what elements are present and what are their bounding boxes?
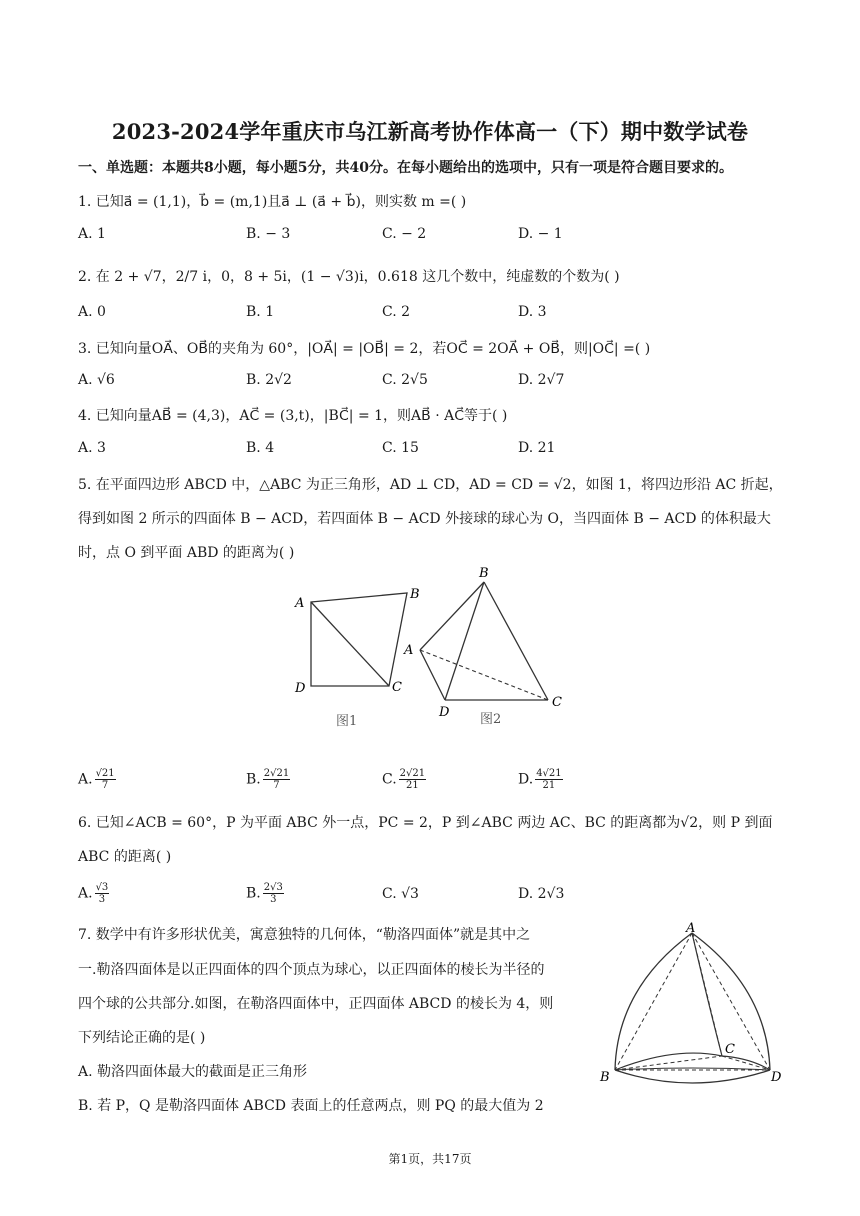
figure-1-quadrilateral bbox=[294, 587, 420, 729]
figure-1-caption: 图1 bbox=[336, 714, 358, 729]
figure-2-tetrahedron bbox=[403, 566, 562, 727]
figure-3-label-a: A bbox=[686, 921, 696, 936]
question-3-stem: 3. 已知向量OA⃗、OB⃗的夹角为 60°，|OA⃗| = |OB⃗| = 2，若OC⃗ = 2OA⃗ + OB⃗，则|OC⃗| =( ) bbox=[78, 341, 651, 357]
figure-3-label-c: C bbox=[725, 1042, 735, 1057]
figure-1-label-c: C bbox=[392, 680, 402, 695]
figure-2-label-d: D bbox=[439, 705, 450, 720]
question-5-option-d: D. $\frac{4√21}{21}$ bbox=[518, 768, 562, 791]
question-6-stem-line-2: ABC 的距离( ) bbox=[78, 849, 172, 865]
question-2-option-c: C. 2 bbox=[382, 304, 411, 320]
question-5-option-c: C. $\frac{2√21}{21}$ bbox=[382, 768, 426, 791]
question-1-option-d: D. − 1 bbox=[518, 226, 563, 242]
question-2-option-d: D. 3 bbox=[518, 304, 547, 320]
figure-2-label-b: B bbox=[479, 566, 489, 581]
question-4-option-d: D. 21 bbox=[518, 440, 556, 456]
question-1-option-a: A. 1 bbox=[78, 226, 106, 242]
figure-3-label-b: B bbox=[600, 1070, 610, 1085]
question-4-stem: 4. 已知向量AB⃗ = (4,3)，AC⃗ = (3,t)，|BC⃗| = 1，则AB⃗ · AC⃗等于( ) bbox=[78, 408, 508, 424]
question-7-option-b: B. 若 P，Q 是勒洛四面体 ABCD 表面上的任意两点，则 PQ 的最大值为 2 bbox=[78, 1098, 544, 1114]
question-2-option-b: B. 1 bbox=[246, 304, 275, 320]
question-1-stem: 1. 已知a⃗ = (1,1)，b⃗ = (m,1)且a⃗ ⊥ (a⃗ + b⃗)，则实数 m =( ) bbox=[78, 194, 467, 210]
figure-1-label-d: D bbox=[295, 681, 306, 696]
question-5-stem-line-3: 时，点 O 到平面 ABD 的距离为( ) bbox=[78, 545, 295, 561]
question-7-stem-line-1: 7. 数学中有许多形状优美，寓意独特的几何体，“勒洛四面体”就是其中之 bbox=[78, 927, 531, 943]
question-1-option-b: B. − 3 bbox=[246, 226, 291, 242]
question-4-option-b: B. 4 bbox=[246, 440, 275, 456]
question-5-stem-line-1: 5. 在平面四边形 ABCD 中，△ABC 为正三角形，AD ⊥ CD，AD = CD = √2，如图 1，将四边形沿 AC 折起， bbox=[78, 477, 783, 493]
question-6-stem-line-1: 6. 已知∠ACB = 60°，P 为平面 ABC 外一点，PC = 2，P 到∠ABC 两边 AC、BC 的距离都为√2，则 P 到面 bbox=[78, 815, 773, 831]
question-7-stem-line-2: 一.勒洛四面体是以正四面体的四个顶点为球心，以正四面体的棱长为半径的 bbox=[78, 962, 545, 978]
question-5-option-a: A. $\frac{√21}{7}$ bbox=[78, 768, 115, 791]
question-3-option-d: D. 2√7 bbox=[518, 372, 565, 388]
question-3-option-a: A. √6 bbox=[78, 372, 115, 388]
question-6-option-b: B. $\frac{2√3}{3}$ bbox=[246, 882, 283, 905]
question-3-option-b: B. 2√2 bbox=[246, 372, 292, 388]
question-5-figures bbox=[280, 560, 590, 740]
question-5-stem-line-2: 得到如图 2 所示的四面体 B − ACD，若四面体 B − ACD 外接球的球心为 O，当四面体 B − ACD 的体积最大 bbox=[78, 511, 771, 527]
figure-2-caption: 图2 bbox=[480, 712, 502, 727]
question-6-option-a: A. $\frac{√3}{3}$ bbox=[78, 882, 109, 905]
figure-1-label-a: A bbox=[295, 596, 305, 611]
figure-2-label-c: C bbox=[552, 695, 562, 710]
section-heading: 一、单选题：本题共8小题，每小题5分，共40分。在每小题给出的选项中，只有一项是符合题目要求的。 bbox=[78, 160, 733, 176]
question-4-option-a: A. 3 bbox=[78, 440, 106, 456]
question-5-option-b: B. $\frac{2√21}{7}$ bbox=[246, 768, 290, 791]
question-3-option-c: C. 2√5 bbox=[382, 372, 428, 388]
figure-1-label-b: B bbox=[410, 587, 420, 602]
question-6-option-c: C. √3 bbox=[382, 886, 419, 902]
question-6-option-d: D. 2√3 bbox=[518, 886, 565, 902]
figure-3-label-d: D bbox=[771, 1070, 782, 1085]
question-7-option-a: A. 勒洛四面体最大的截面是正三角形 bbox=[78, 1064, 308, 1080]
question-2-option-a: A. 0 bbox=[78, 304, 106, 320]
reuleaux-tetrahedron-figure bbox=[595, 918, 795, 1088]
page-footer: 第1页，共17页 bbox=[388, 1152, 472, 1166]
figure-2-label-a: A bbox=[404, 643, 414, 658]
page-title: 2023-2024学年重庆市乌江新高考协作体高一（下）期中数学试卷 bbox=[111, 119, 749, 144]
question-7-stem-line-3: 四个球的公共部分.如图，在勒洛四面体中，正四面体 ABCD 的棱长为 4，则 bbox=[78, 996, 554, 1012]
question-7-stem-line-4: 下列结论正确的是( ) bbox=[78, 1030, 206, 1046]
question-4-option-c: C. 15 bbox=[382, 440, 419, 456]
question-1-option-c: C. − 2 bbox=[382, 226, 427, 242]
question-2-stem: 2. 在 2 + √7，2/7 i，0，8 + 5i，(1 − √3)i，0.618 这几个数中，纯虚数的个数为( ) bbox=[78, 269, 620, 285]
